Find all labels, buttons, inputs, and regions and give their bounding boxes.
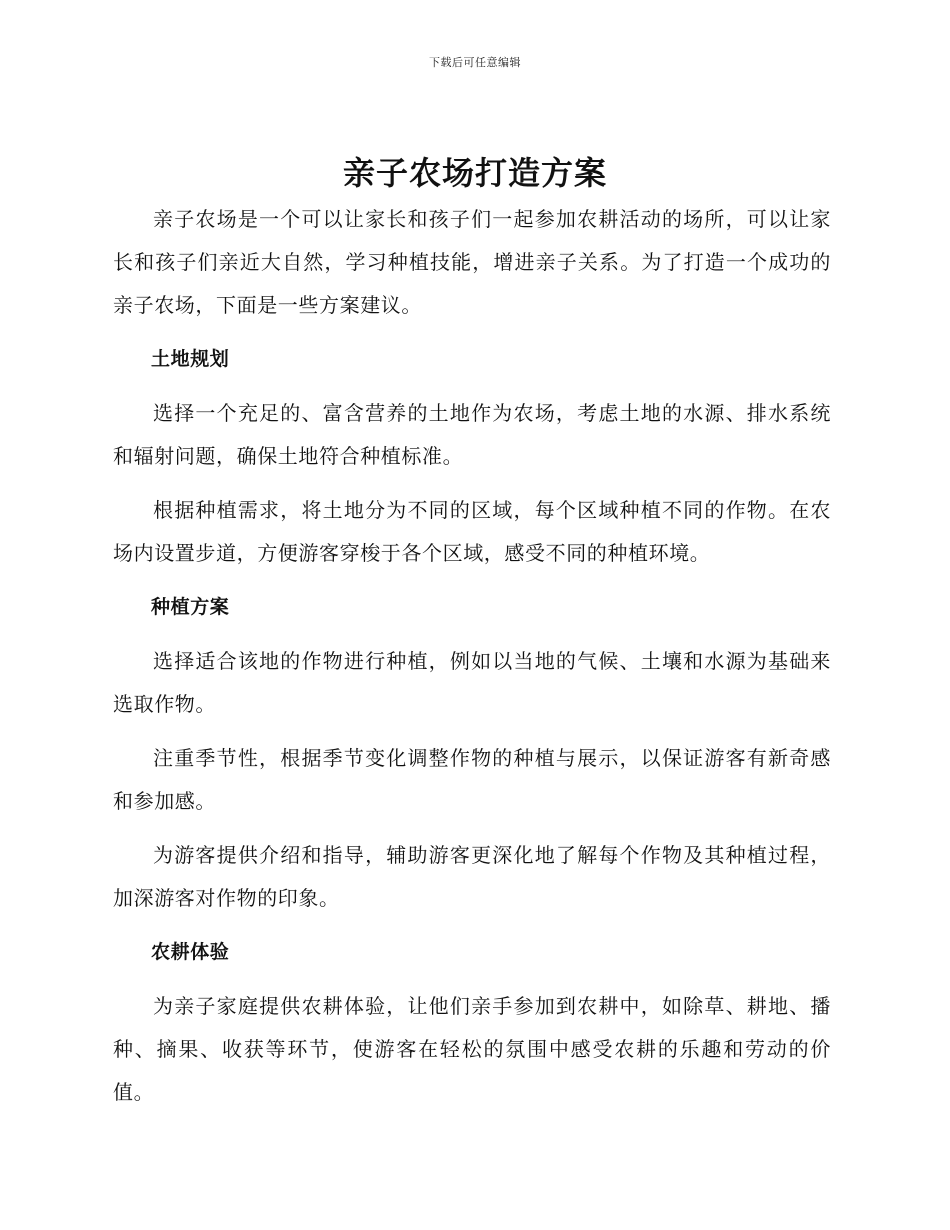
section-heading: 农耕体验	[151, 941, 230, 963]
intro-paragraph: 亲子农场是一个可以让家长和孩子们一起参加农耕活动的场所，可以让家长和孩子们亲近大自然，学习种植技能，增进亲子关系。为了打造一个成功的亲子农场，下面是一些方案建议。	[113, 207, 831, 317]
section-farming-experience	[113, 931, 831, 1114]
paragraph: 选择适合该地的作物进行种植，例如以当地的气候、土壤和水源为基础来选取作物。	[113, 649, 831, 716]
paragraph: 为游客提供介绍和指导，辅助游客更深化地了解每个作物及其种植过程，加深游客对作物的印象。	[113, 843, 831, 910]
paragraph: 根据种植需求，将土地分为不同的区域，每个区域种植不同的作物。在农场内设置步道，方便游客穿梭于各个区域，感受不同的种植环境。	[113, 498, 831, 565]
document-title: 亲子农场打造方案	[342, 154, 607, 192]
section-land-planning	[113, 338, 831, 575]
section-heading: 种植方案	[151, 596, 230, 618]
section-planting-plan	[113, 586, 831, 920]
header-note: 下载后可任意编辑	[429, 56, 521, 69]
paragraph: 选择一个充足的、富含营养的土地作为农场，考虑土地的水源、排水系统和辐射问题，确保土地符合种植标准。	[113, 401, 831, 468]
document-body	[113, 198, 831, 1125]
section-heading: 土地规划	[151, 348, 230, 370]
paragraph: 为亲子家庭提供农耕体验，让他们亲手参加到农耕中，如除草、耕地、播种、摘果、收获等环节，使游客在轻松的氛围中感受农耕的乐趣和劳动的价值。	[113, 994, 831, 1104]
paragraph: 注重季节性，根据季节变化调整作物的种植与展示，以保证游客有新奇感和参加感。	[113, 746, 831, 813]
